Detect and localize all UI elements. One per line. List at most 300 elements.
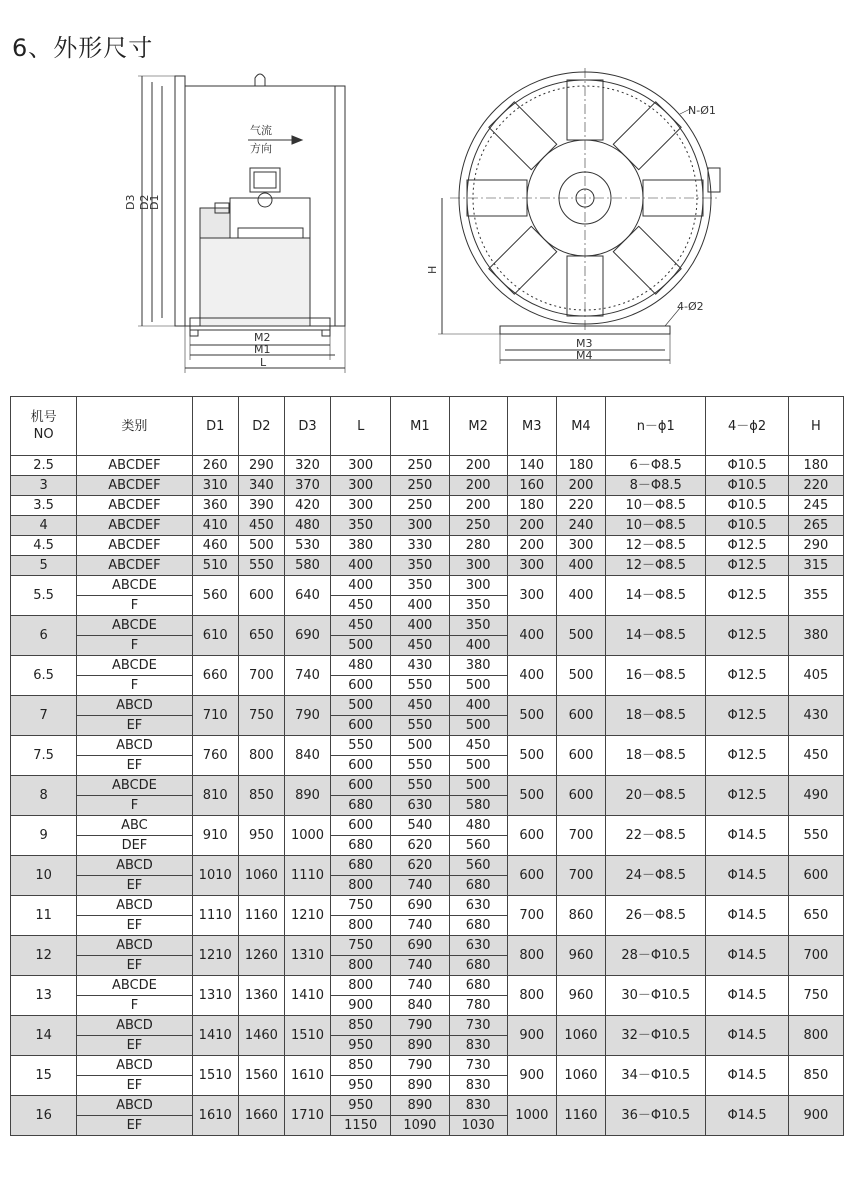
- cell-d3: 370: [284, 476, 330, 496]
- cell-l: 1150: [331, 1116, 391, 1136]
- cell-d2: 700: [238, 656, 284, 696]
- cell-m3: 180: [507, 496, 556, 516]
- cell-m1: 620: [391, 856, 449, 876]
- cell-d3: 740: [284, 656, 330, 696]
- cell-d3: 1110: [284, 856, 330, 896]
- cell-d2: 550: [238, 556, 284, 576]
- cell-h: 430: [788, 696, 843, 736]
- cell-l: 600: [331, 816, 391, 836]
- cell-l: 800: [331, 876, 391, 896]
- dim-m3: M3: [576, 337, 593, 350]
- cell-m1: 740: [391, 956, 449, 976]
- cell-d2: 1260: [238, 936, 284, 976]
- table-row: [11, 976, 844, 996]
- cell-n-phi1: 34－Φ10.5: [606, 1056, 706, 1096]
- cell-d2: 750: [238, 696, 284, 736]
- cell-4-phi2: Φ10.5: [706, 516, 788, 536]
- cell-l: 480: [331, 656, 391, 676]
- cell-m1: 740: [391, 916, 449, 936]
- cell-m3: 200: [507, 516, 556, 536]
- cell-category: ABCDE: [77, 656, 192, 676]
- cell-category: ABCD: [77, 856, 192, 876]
- cell-l: 680: [331, 836, 391, 856]
- cell-category: DEF: [77, 836, 192, 856]
- cell-no: 9: [11, 816, 77, 856]
- cell-m1: 550: [391, 756, 449, 776]
- cell-m1: 740: [391, 976, 449, 996]
- cell-4-phi2: Φ12.5: [706, 536, 788, 556]
- table-row: [11, 776, 844, 796]
- cell-n-phi1: 12－Φ8.5: [606, 536, 706, 556]
- cell-l: 850: [331, 1056, 391, 1076]
- cell-category: EF: [77, 956, 192, 976]
- cell-h: 550: [788, 816, 843, 856]
- side-view: [138, 74, 345, 373]
- cell-l: 750: [331, 896, 391, 916]
- cell-m2: 730: [449, 1016, 507, 1036]
- cell-l: 450: [331, 596, 391, 616]
- header-l: L: [331, 397, 391, 456]
- cell-no: 5: [11, 556, 77, 576]
- cell-d1: 1210: [192, 936, 238, 976]
- cell-d3: 1310: [284, 936, 330, 976]
- cell-m4: 700: [556, 856, 605, 896]
- cell-category: F: [77, 796, 192, 816]
- header-d1: D1: [192, 397, 238, 456]
- cell-4-phi2: Φ14.5: [706, 1096, 788, 1136]
- cell-4-phi2: Φ14.5: [706, 1056, 788, 1096]
- cell-d1: 810: [192, 776, 238, 816]
- cell-h: 490: [788, 776, 843, 816]
- cell-l: 500: [331, 696, 391, 716]
- cell-no: 14: [11, 1016, 77, 1056]
- cell-category: ABCD: [77, 1016, 192, 1036]
- cell-m1: 300: [391, 516, 449, 536]
- cell-category: ABCD: [77, 1096, 192, 1116]
- cell-m3: 500: [507, 696, 556, 736]
- fan-dimension-drawing: [120, 68, 740, 378]
- cell-h: 265: [788, 516, 843, 536]
- cell-category: ABCDEF: [77, 536, 192, 556]
- cell-4-phi2: Φ10.5: [706, 496, 788, 516]
- cell-m1: 350: [391, 576, 449, 596]
- cell-m4: 600: [556, 696, 605, 736]
- cell-h: 600: [788, 856, 843, 896]
- table-row: [11, 516, 844, 536]
- cell-m1: 250: [391, 476, 449, 496]
- cell-m2: 450: [449, 736, 507, 756]
- table-header-row: [11, 397, 844, 456]
- cell-n-phi1: 6－Φ8.5: [606, 456, 706, 476]
- dim-d2: D2: [138, 194, 151, 210]
- cell-m2: 630: [449, 896, 507, 916]
- cell-d3: 530: [284, 536, 330, 556]
- cell-m2: 500: [449, 776, 507, 796]
- cell-m1: 450: [391, 696, 449, 716]
- cell-m4: 860: [556, 896, 605, 936]
- cell-h: 850: [788, 1056, 843, 1096]
- cell-m3: 800: [507, 976, 556, 1016]
- cell-m1: 630: [391, 796, 449, 816]
- cell-d1: 560: [192, 576, 238, 616]
- cell-4-phi2: Φ14.5: [706, 896, 788, 936]
- cell-no: 4.5: [11, 536, 77, 556]
- cell-4-phi2: Φ14.5: [706, 1016, 788, 1056]
- cell-m1: 740: [391, 876, 449, 896]
- header-d2: D2: [238, 397, 284, 456]
- cell-m3: 600: [507, 816, 556, 856]
- table-row: [11, 476, 844, 496]
- cell-h: 245: [788, 496, 843, 516]
- cell-d1: 410: [192, 516, 238, 536]
- cell-m2: 580: [449, 796, 507, 816]
- cell-m2: 680: [449, 876, 507, 896]
- cell-l: 950: [331, 1076, 391, 1096]
- cell-n-phi1: 36－Φ10.5: [606, 1096, 706, 1136]
- cell-n-phi1: 18－Φ8.5: [606, 696, 706, 736]
- cell-l: 800: [331, 976, 391, 996]
- page-title: 6、外形尺寸: [12, 34, 154, 62]
- cell-h: 315: [788, 556, 843, 576]
- cell-m3: 900: [507, 1056, 556, 1096]
- cell-m1: 840: [391, 996, 449, 1016]
- cell-l: 600: [331, 756, 391, 776]
- table-row: [11, 656, 844, 676]
- cell-d1: 360: [192, 496, 238, 516]
- note-4-phi2: 4-Ø2: [677, 300, 704, 313]
- cell-n-phi1: 32－Φ10.5: [606, 1016, 706, 1056]
- dim-m4: M4: [576, 349, 593, 362]
- cell-m2: 830: [449, 1096, 507, 1116]
- cell-n-phi1: 22－Φ8.5: [606, 816, 706, 856]
- cell-d3: 420: [284, 496, 330, 516]
- cell-m1: 690: [391, 896, 449, 916]
- cell-m4: 1160: [556, 1096, 605, 1136]
- cell-m2: 1030: [449, 1116, 507, 1136]
- cell-m2: 680: [449, 976, 507, 996]
- table-row: [11, 496, 844, 516]
- cell-category: EF: [77, 716, 192, 736]
- cell-no: 7: [11, 696, 77, 736]
- header-no: 机号 NO: [11, 397, 77, 456]
- cell-d2: 290: [238, 456, 284, 476]
- cell-4-phi2: Φ12.5: [706, 656, 788, 696]
- cell-category: ABCDE: [77, 976, 192, 996]
- cell-m2: 500: [449, 756, 507, 776]
- cell-m3: 300: [507, 576, 556, 616]
- cell-d1: 510: [192, 556, 238, 576]
- cell-d1: 610: [192, 616, 238, 656]
- cell-m1: 550: [391, 776, 449, 796]
- note-n-phi1: N-Ø1: [688, 104, 716, 117]
- cell-no: 12: [11, 936, 77, 976]
- cell-no: 13: [11, 976, 77, 1016]
- cell-category: EF: [77, 876, 192, 896]
- cell-d1: 660: [192, 656, 238, 696]
- front-view: [438, 68, 720, 364]
- cell-l: 300: [331, 456, 391, 476]
- cell-category: F: [77, 996, 192, 1016]
- cell-no: 3.5: [11, 496, 77, 516]
- cell-category: ABCDE: [77, 776, 192, 796]
- cell-l: 600: [331, 676, 391, 696]
- cell-d3: 640: [284, 576, 330, 616]
- cell-category: ABC: [77, 816, 192, 836]
- cell-category: ABCDEF: [77, 476, 192, 496]
- cell-category: EF: [77, 916, 192, 936]
- cell-d2: 1660: [238, 1096, 284, 1136]
- cell-no: 6: [11, 616, 77, 656]
- cell-no: 5.5: [11, 576, 77, 616]
- cell-d1: 310: [192, 476, 238, 496]
- cell-d2: 1060: [238, 856, 284, 896]
- cell-d1: 1310: [192, 976, 238, 1016]
- dim-m2: M2: [254, 331, 271, 344]
- cell-d3: 1210: [284, 896, 330, 936]
- cell-m2: 500: [449, 676, 507, 696]
- cell-l: 680: [331, 856, 391, 876]
- cell-no: 7.5: [11, 736, 77, 776]
- cell-m2: 380: [449, 656, 507, 676]
- cell-m2: 830: [449, 1076, 507, 1096]
- cell-m2: 200: [449, 456, 507, 476]
- cell-h: 700: [788, 936, 843, 976]
- cell-l: 900: [331, 996, 391, 1016]
- cell-m3: 600: [507, 856, 556, 896]
- cell-d3: 320: [284, 456, 330, 476]
- cell-m1: 790: [391, 1016, 449, 1036]
- cell-4-phi2: Φ14.5: [706, 976, 788, 1016]
- cell-d2: 600: [238, 576, 284, 616]
- cell-d3: 890: [284, 776, 330, 816]
- table-row: [11, 536, 844, 556]
- cell-m4: 600: [556, 736, 605, 776]
- cell-d2: 650: [238, 616, 284, 656]
- cell-d2: 450: [238, 516, 284, 536]
- cell-m2: 560: [449, 836, 507, 856]
- cell-m3: 700: [507, 896, 556, 936]
- cell-l: 380: [331, 536, 391, 556]
- cell-l: 550: [331, 736, 391, 756]
- cell-h: 450: [788, 736, 843, 776]
- cell-d2: 850: [238, 776, 284, 816]
- cell-category: ABCD: [77, 896, 192, 916]
- header-m1: M1: [391, 397, 449, 456]
- cell-m4: 400: [556, 556, 605, 576]
- cell-m2: 400: [449, 696, 507, 716]
- cell-category: EF: [77, 1076, 192, 1096]
- cell-l: 500: [331, 636, 391, 656]
- cell-d1: 1610: [192, 1096, 238, 1136]
- cell-m1: 400: [391, 596, 449, 616]
- cell-n-phi1: 18－Φ8.5: [606, 736, 706, 776]
- cell-h: 405: [788, 656, 843, 696]
- cell-m3: 400: [507, 656, 556, 696]
- cell-m1: 400: [391, 616, 449, 636]
- cell-m1: 430: [391, 656, 449, 676]
- cell-l: 750: [331, 936, 391, 956]
- cell-n-phi1: 20－Φ8.5: [606, 776, 706, 816]
- cell-d2: 950: [238, 816, 284, 856]
- cell-m4: 700: [556, 816, 605, 856]
- cell-category: ABCD: [77, 936, 192, 956]
- cell-m1: 550: [391, 716, 449, 736]
- cell-m2: 250: [449, 516, 507, 536]
- cell-no: 8: [11, 776, 77, 816]
- cell-m4: 400: [556, 576, 605, 616]
- cell-h: 800: [788, 1016, 843, 1056]
- cell-category: F: [77, 636, 192, 656]
- dim-l: L: [260, 356, 267, 369]
- cell-d1: 1410: [192, 1016, 238, 1056]
- cell-l: 800: [331, 916, 391, 936]
- dim-d3: D3: [124, 194, 137, 210]
- cell-m4: 200: [556, 476, 605, 496]
- cell-4-phi2: Φ12.5: [706, 736, 788, 776]
- cell-n-phi1: 12－Φ8.5: [606, 556, 706, 576]
- header-m4: M4: [556, 397, 605, 456]
- table-row: [11, 556, 844, 576]
- cell-l: 350: [331, 516, 391, 536]
- cell-l: 300: [331, 496, 391, 516]
- cell-4-phi2: Φ14.5: [706, 816, 788, 856]
- cell-d1: 260: [192, 456, 238, 476]
- cell-m1: 890: [391, 1076, 449, 1096]
- cell-d2: 390: [238, 496, 284, 516]
- cell-no: 4: [11, 516, 77, 536]
- cell-h: 900: [788, 1096, 843, 1136]
- cell-m3: 200: [507, 536, 556, 556]
- cell-m2: 830: [449, 1036, 507, 1056]
- header-n-phi1: n－ϕ1: [606, 397, 706, 456]
- dim-d1: D1: [148, 194, 161, 210]
- table-row: [11, 696, 844, 716]
- cell-category: ABCDEF: [77, 516, 192, 536]
- cell-d3: 840: [284, 736, 330, 776]
- cell-m4: 1060: [556, 1056, 605, 1096]
- cell-4-phi2: Φ12.5: [706, 616, 788, 656]
- cell-no: 10: [11, 856, 77, 896]
- cell-m2: 200: [449, 496, 507, 516]
- cell-n-phi1: 26－Φ8.5: [606, 896, 706, 936]
- cell-m3: 900: [507, 1016, 556, 1056]
- cell-m2: 500: [449, 716, 507, 736]
- table-row: [11, 616, 844, 636]
- cell-category: ABCDEF: [77, 456, 192, 476]
- cell-m1: 450: [391, 636, 449, 656]
- header-4-phi2: 4－ϕ2: [706, 397, 788, 456]
- table-row: [11, 856, 844, 876]
- cell-l: 680: [331, 796, 391, 816]
- cell-no: 15: [11, 1056, 77, 1096]
- cell-d3: 1000: [284, 816, 330, 856]
- cell-m4: 180: [556, 456, 605, 476]
- cell-l: 950: [331, 1096, 391, 1116]
- header-m3: M3: [507, 397, 556, 456]
- cell-m1: 620: [391, 836, 449, 856]
- cell-d2: 1460: [238, 1016, 284, 1056]
- cell-4-phi2: Φ12.5: [706, 576, 788, 616]
- cell-d1: 710: [192, 696, 238, 736]
- cell-category: EF: [77, 1036, 192, 1056]
- airflow-label-1: 气流: [250, 124, 272, 137]
- cell-4-phi2: Φ10.5: [706, 476, 788, 496]
- cell-m1: 890: [391, 1036, 449, 1056]
- cell-4-phi2: Φ14.5: [706, 936, 788, 976]
- cell-m1: 250: [391, 456, 449, 476]
- cell-d1: 460: [192, 536, 238, 556]
- cell-l: 450: [331, 616, 391, 636]
- cell-m3: 300: [507, 556, 556, 576]
- cell-m4: 500: [556, 656, 605, 696]
- cell-m1: 690: [391, 936, 449, 956]
- cell-d1: 1510: [192, 1056, 238, 1096]
- cell-d3: 1710: [284, 1096, 330, 1136]
- cell-d2: 1160: [238, 896, 284, 936]
- header-m2: M2: [449, 397, 507, 456]
- cell-h: 650: [788, 896, 843, 936]
- cell-no: 16: [11, 1096, 77, 1136]
- header-d3: D3: [284, 397, 330, 456]
- cell-n-phi1: 14－Φ8.5: [606, 576, 706, 616]
- table-row: [11, 456, 844, 476]
- cell-h: 355: [788, 576, 843, 616]
- cell-category: EF: [77, 1116, 192, 1136]
- cell-m3: 500: [507, 776, 556, 816]
- table-row: [11, 816, 844, 836]
- cell-n-phi1: 16－Φ8.5: [606, 656, 706, 696]
- cell-n-phi1: 14－Φ8.5: [606, 616, 706, 656]
- cell-d3: 1410: [284, 976, 330, 1016]
- header-h: H: [788, 397, 843, 456]
- cell-d2: 340: [238, 476, 284, 496]
- cell-d2: 500: [238, 536, 284, 556]
- table-row: [11, 936, 844, 956]
- cell-n-phi1: 10－Φ8.5: [606, 496, 706, 516]
- cell-category: ABCD: [77, 1056, 192, 1076]
- cell-d1: 910: [192, 816, 238, 856]
- table-row: [11, 1096, 844, 1116]
- cell-m1: 350: [391, 556, 449, 576]
- cell-m3: 400: [507, 616, 556, 656]
- cell-m4: 1060: [556, 1016, 605, 1056]
- cell-m2: 680: [449, 956, 507, 976]
- cell-m4: 220: [556, 496, 605, 516]
- cell-no: 2.5: [11, 456, 77, 476]
- cell-m1: 250: [391, 496, 449, 516]
- cell-h: 750: [788, 976, 843, 1016]
- cell-d3: 690: [284, 616, 330, 656]
- cell-d2: 1360: [238, 976, 284, 1016]
- cell-m1: 790: [391, 1056, 449, 1076]
- cell-m2: 630: [449, 936, 507, 956]
- table-row: [11, 1016, 844, 1036]
- cell-m3: 1000: [507, 1096, 556, 1136]
- cell-category: ABCD: [77, 696, 192, 716]
- cell-4-phi2: Φ12.5: [706, 556, 788, 576]
- cell-d3: 1510: [284, 1016, 330, 1056]
- cell-category: ABCDEF: [77, 496, 192, 516]
- dimension-table: [10, 396, 844, 1136]
- cell-m2: 480: [449, 816, 507, 836]
- cell-category: F: [77, 676, 192, 696]
- dim-m1: M1: [254, 343, 271, 356]
- cell-m2: 560: [449, 856, 507, 876]
- airflow-label-2: 方向: [250, 142, 272, 155]
- cell-no: 3: [11, 476, 77, 496]
- cell-l: 600: [331, 716, 391, 736]
- table-row: [11, 896, 844, 916]
